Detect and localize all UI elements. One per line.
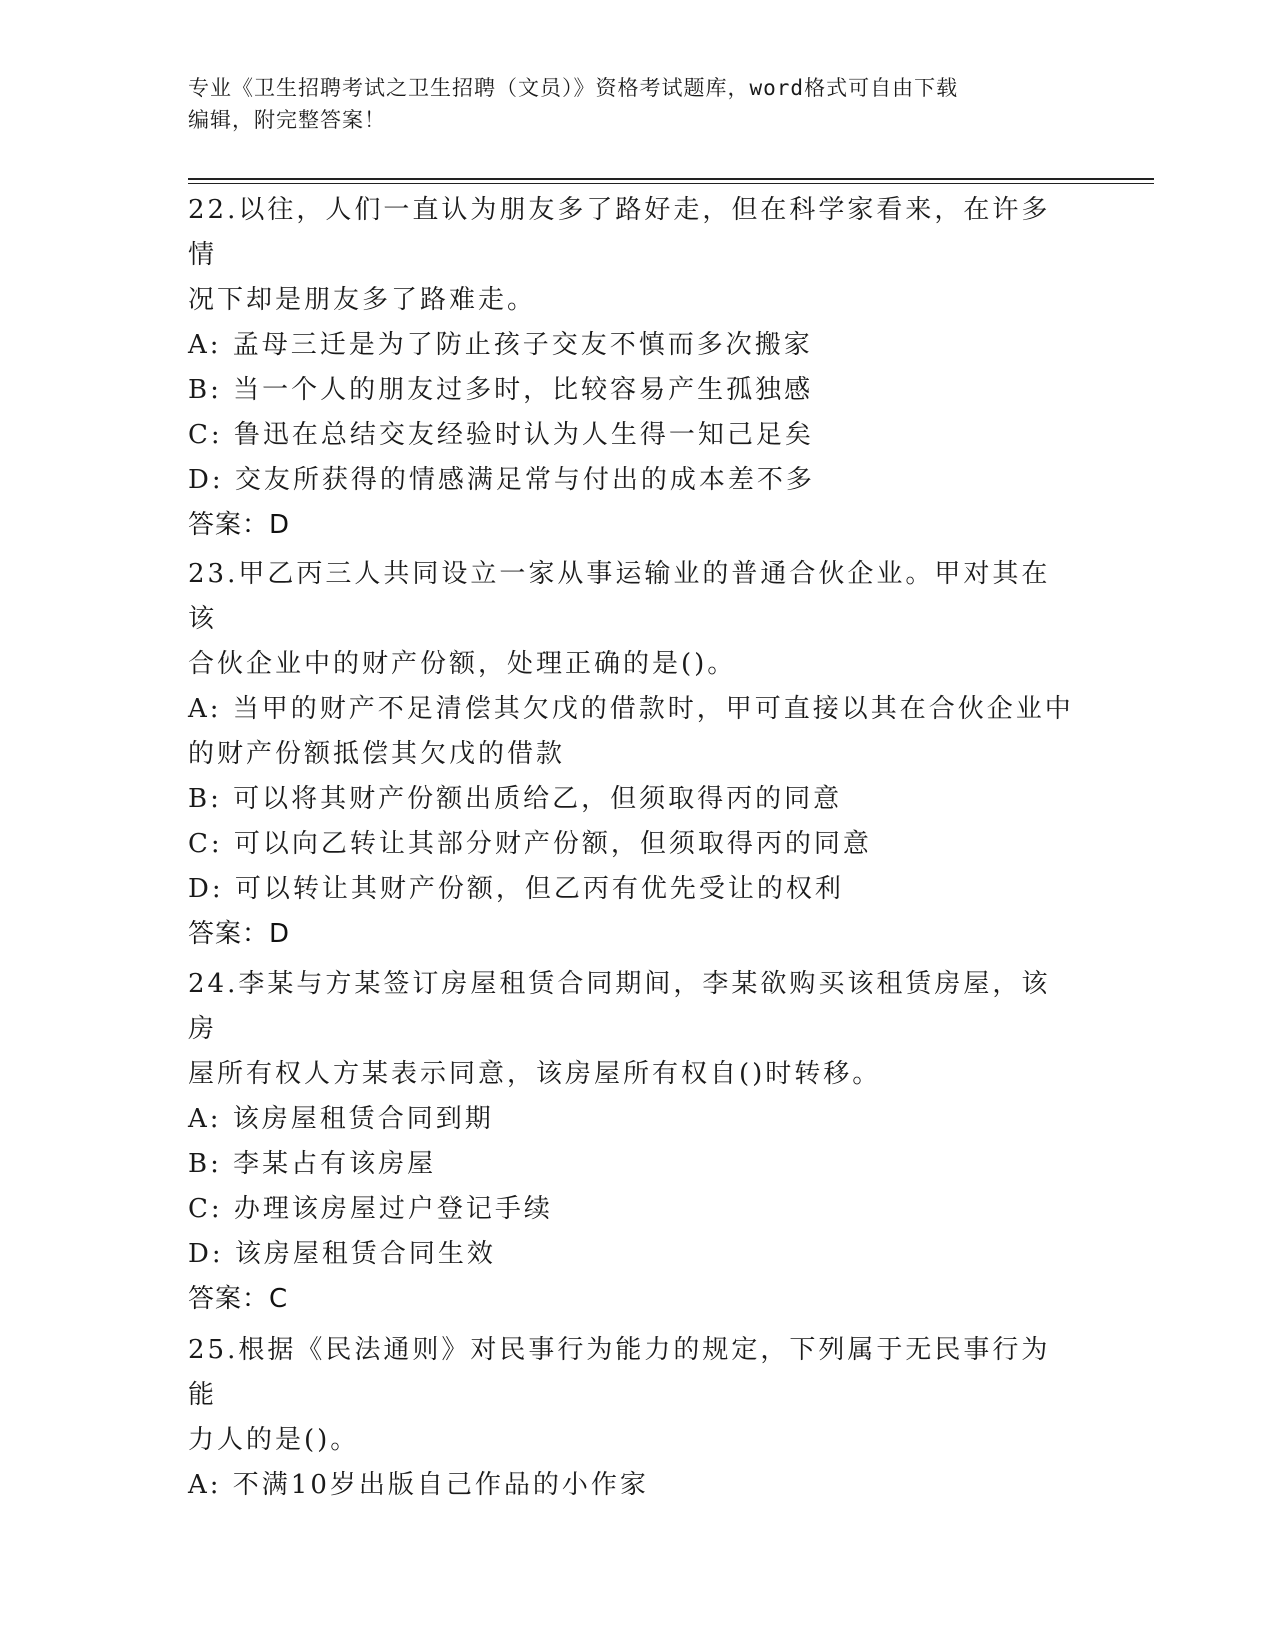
option-c: C: 鲁迅在总结交友经验时认为人生得一知己足矣 (188, 420, 814, 450)
option-b: B: 当一个人的朋友过多时，比较容易产生孤独感 (188, 375, 814, 405)
question-stem-line: 24.李某与方某签订房屋租赁合同期间，李某欲购买该租赁房屋，该房 (188, 969, 1051, 1044)
option-d: D: 交友所获得的情感满足常与付出的成本差不多 (188, 465, 815, 495)
option-a: A: 该房屋租赁合同到期 (188, 1104, 494, 1134)
answer-label: 答案：C (188, 1284, 289, 1314)
question-stem-line: 况下却是朋友多了路难走。 (188, 285, 537, 315)
option-b: B: 可以将其财产份额出质给乙，但须取得丙的同意 (188, 784, 843, 814)
answer-label: 答案：D (188, 919, 291, 949)
document-header (188, 72, 1068, 136)
option-a-continued: 的财产份额抵偿其欠戊的借款 (188, 739, 566, 769)
header-line-2: 编辑，附完整答案！ (188, 108, 386, 132)
question-stem-line: 力人的是()。 (188, 1425, 360, 1455)
question-stem-line: 22.以往，人们一直认为朋友多了路好走，但在科学家看来，在许多情 (188, 195, 1051, 270)
question-stem-line: 23.甲乙丙三人共同设立一家从事运输业的普通合伙企业。甲对其在该 (188, 559, 1051, 634)
question-stem-line: 25.根据《民法通则》对民事行为能力的规定，下列属于无民事行为能 (188, 1335, 1051, 1410)
option-a: A: 当甲的财产不足清偿其欠戊的借款时，甲可直接以其在合伙企业中 (188, 694, 1074, 724)
question-22 (188, 188, 1078, 548)
header-divider-thin (188, 183, 1154, 184)
option-d: D: 该房屋租赁合同生效 (188, 1239, 496, 1269)
header-line-1: 专业《卫生招聘考试之卫生招聘（文员）》资格考试题库，word格式可自由下载 (188, 76, 959, 100)
question-stem-line: 合伙企业中的财产份额，处理正确的是()。 (188, 649, 737, 679)
option-b: B: 李某占有该房屋 (188, 1149, 437, 1179)
question-stem-line: 屋所有权人方某表示同意，该房屋所有权自()时转移。 (188, 1059, 882, 1089)
question-25 (188, 1328, 1078, 1508)
option-d: D: 可以转让其财产份额，但乙丙有优先受让的权利 (188, 874, 844, 904)
option-c: C: 办理该房屋过户登记手续 (188, 1194, 553, 1224)
option-c: C: 可以向乙转让其部分财产份额，但须取得丙的同意 (188, 829, 872, 859)
option-a: A: 孟母三迁是为了防止孩子交友不慎而多次搬家 (188, 330, 813, 360)
question-24 (188, 962, 1078, 1322)
header-divider-thick (188, 178, 1154, 180)
answer-label: 答案：D (188, 510, 291, 540)
question-23 (188, 552, 1078, 957)
option-a: A: 不满10岁出版自己作品的小作家 (188, 1470, 649, 1500)
